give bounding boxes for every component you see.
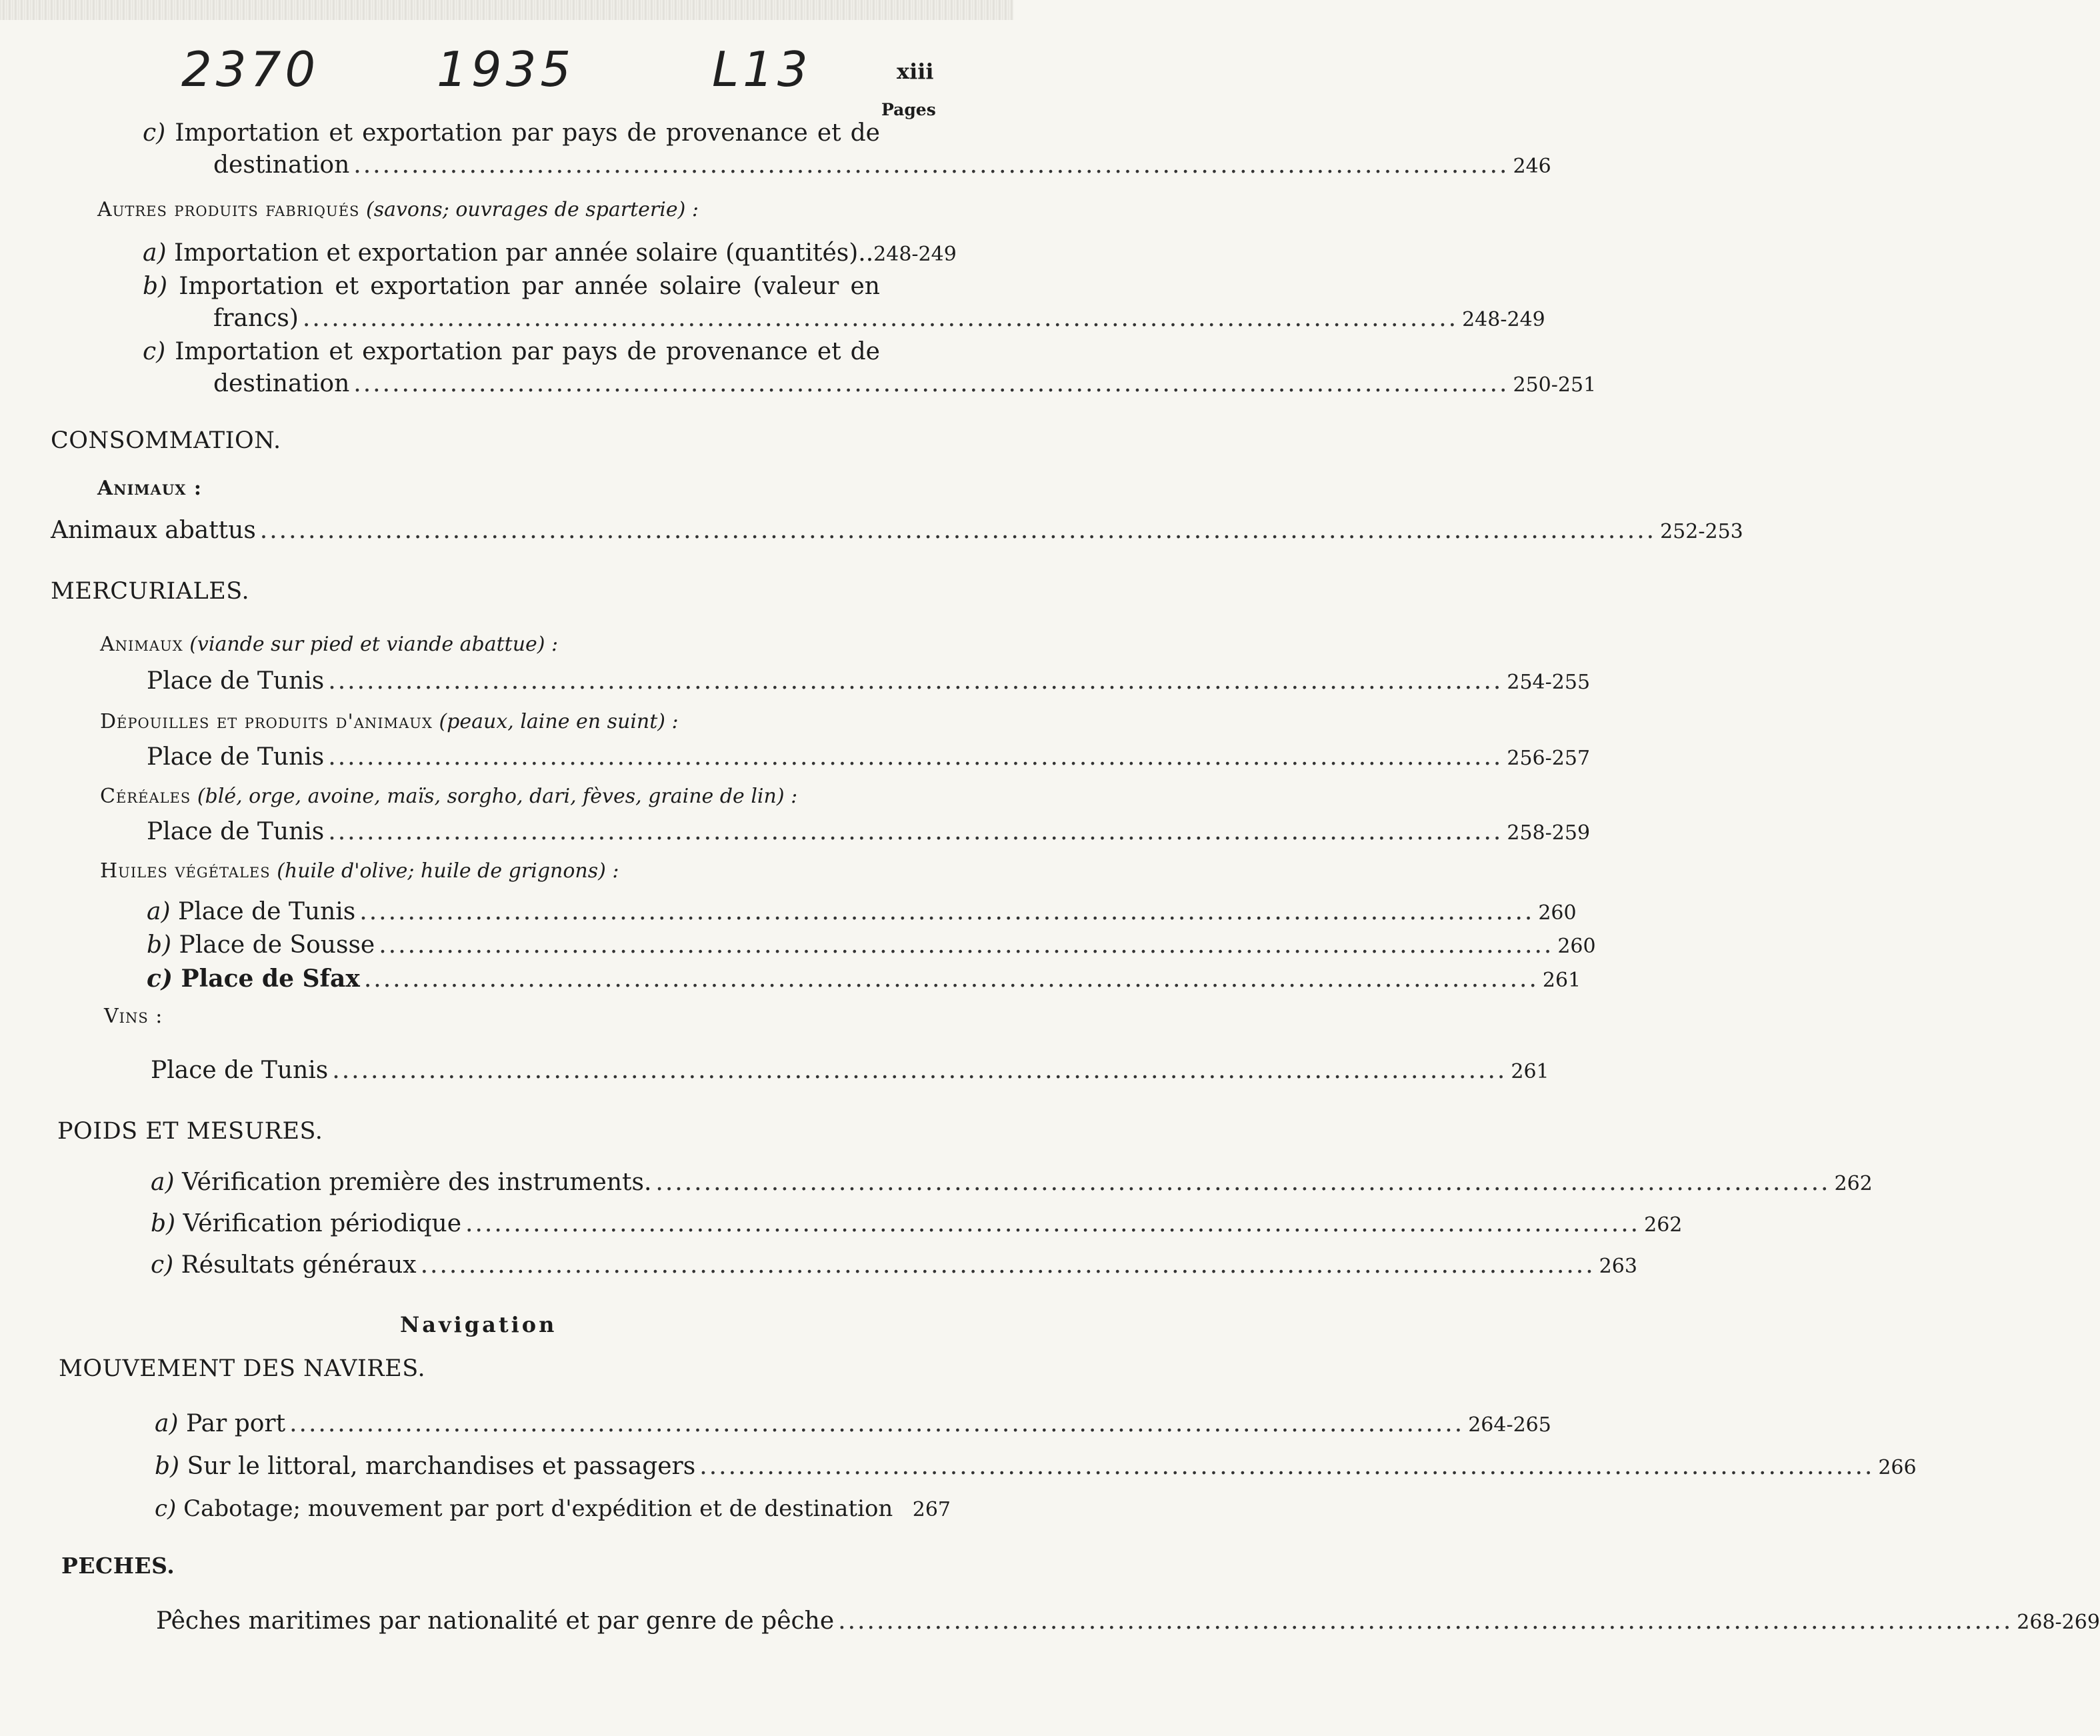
section-title: Huiles végétales <box>100 859 271 883</box>
toc-entry-poids-b <box>151 1210 1683 1237</box>
page-number: 262 <box>1834 1172 1873 1195</box>
toc-entry-navires-a <box>155 1410 1551 1437</box>
handwritten-code: L13 <box>712 41 812 97</box>
dot-leader: .......................................................................................................................... <box>328 818 1503 845</box>
entry-text: destination <box>213 151 350 179</box>
entry-text: Place de Tunis <box>147 818 325 845</box>
heading-poids-mesures: POIDS ET MESURES. <box>57 1118 323 1145</box>
dot-leader: .......................................................................................................................... <box>379 931 1554 959</box>
dot-leader: .......................................................................................................................... <box>363 965 1539 993</box>
entry-text: Par port <box>185 1410 286 1437</box>
entry-letter: c) <box>155 1495 177 1522</box>
entry-text: Place de Tunis <box>177 898 356 925</box>
entry-letter: b) <box>143 273 168 300</box>
toc-entry-poids-c <box>151 1251 1637 1279</box>
section-title: Autres produits fabriqués <box>97 198 360 221</box>
entry-text: francs) <box>213 305 299 332</box>
entry-text: Importation et exportation par année solaire (quantités).. <box>173 239 874 267</box>
page-number: 248-249 <box>1462 308 1545 331</box>
dot-leader: .......................................................................................................................... <box>332 1057 1507 1084</box>
page-number: 266 <box>1878 1456 1917 1479</box>
section-note: (blé, orge, avoine, maïs, sorgho, dari, fèves, graine de lin) : <box>197 785 798 808</box>
toc-entry-huiles-a <box>147 898 1577 925</box>
subheading-animaux: Animaux : <box>97 477 202 500</box>
entry-text: Résultats généraux <box>181 1251 417 1279</box>
dot-leader: ................................................................................................................................................. <box>259 517 1657 544</box>
toc-entry-huiles-b <box>147 931 1596 959</box>
dot-leader: ........................................................................................................................ <box>353 370 1509 397</box>
heading-mercuriales: MERCURIALES. <box>51 578 250 605</box>
handwritten-year: 1935 <box>437 41 575 97</box>
entry-letter: a) <box>155 1410 179 1437</box>
entry-letter: a) <box>151 1169 175 1196</box>
entry-text: Sur le littoral, marchandises et passagers <box>187 1453 696 1480</box>
section-mercuriales-animaux <box>100 635 558 655</box>
entry-letter: a) <box>143 239 167 267</box>
toc-entry-navires-b <box>155 1453 1917 1480</box>
entry-text: Place de Sousse <box>179 931 375 959</box>
pages-column-label: Pages <box>881 100 936 119</box>
entry-text: Importation et exportation par année solaire (valeur en <box>179 273 880 300</box>
toc-entry-autres-a <box>143 239 957 267</box>
entry-text: Place de Tunis <box>147 667 325 695</box>
toc-entry-autres-c-line2 <box>213 370 1597 397</box>
entry-text: Vérification périodique <box>183 1210 462 1237</box>
dot-leader: .......................................................................................................................... <box>289 1410 1465 1437</box>
entry-letter: c) <box>151 1251 174 1279</box>
entry-letter: b) <box>151 1210 176 1237</box>
entry-letter: b) <box>155 1453 180 1480</box>
section-huiles <box>100 861 619 881</box>
toc-entry-huiles-c <box>147 965 1581 993</box>
page-number: 264-265 <box>1468 1413 1551 1437</box>
page-number: 267 <box>912 1498 951 1521</box>
toc-entry-depouilles-tunis <box>147 743 1591 771</box>
section-cereales <box>100 787 797 807</box>
entry-letter: c) <box>147 965 173 993</box>
dot-leader: ........................................................................................................................ <box>302 305 1459 332</box>
section-vins: Vins : <box>104 1005 163 1028</box>
section-note: (viande sur pied et viande abattue) : <box>189 633 559 656</box>
entry-text: Vérification première des instruments. <box>181 1169 652 1196</box>
entry-text: Importation et exportation par pays de provenance et de <box>175 119 880 147</box>
section-depouilles <box>100 712 679 732</box>
toc-entry-c-line2 <box>213 151 1551 179</box>
page-number: 250-251 <box>1513 373 1597 397</box>
toc-entry-poids-a <box>151 1169 1873 1196</box>
toc-entry-peches <box>156 1607 2100 1635</box>
page-number: 260 <box>1538 901 1577 925</box>
entry-text: Place de Sfax <box>181 965 360 993</box>
entry-text: Place de Tunis <box>147 743 325 771</box>
entry-text: destination <box>213 370 350 397</box>
toc-entry-autres-c-line1 <box>143 340 880 364</box>
page-number: 252-253 <box>1660 520 1743 543</box>
entry-text: Place de Tunis <box>151 1057 329 1084</box>
page-number: 246 <box>1513 155 1551 178</box>
page-number: 261 <box>1511 1060 1549 1083</box>
page-number: 261 <box>1542 969 1581 992</box>
page-number: 258-259 <box>1507 821 1591 845</box>
toc-entry-autres-b-line1 <box>143 275 880 299</box>
toc-entry-animaux-abattus <box>51 517 1743 544</box>
page-number: 268-269 <box>2017 1611 2100 1634</box>
entry-letter: a) <box>147 898 171 925</box>
toc-entry-vins-tunis <box>151 1057 1549 1084</box>
dot-leader: .......................................................................................................................... <box>359 898 1535 925</box>
section-title: Animaux <box>100 633 183 656</box>
entry-text: Cabotage; mouvement par port d'expédition et de destination <box>183 1495 893 1522</box>
section-title: Dépouilles et produits d'animaux <box>100 710 433 733</box>
handwritten-number-1: 2370 <box>181 41 320 97</box>
page-number: 260 <box>1557 935 1596 958</box>
toc-entry-animaux-tunis <box>147 667 1591 695</box>
dot-leader: .......................................................................................................................... <box>655 1169 1831 1196</box>
toc-entry-autres-b-line2 <box>213 305 1545 332</box>
dot-leader: .......................................................................................................................... <box>465 1210 1641 1237</box>
dot-leader: .......................................................................................................................... <box>328 667 1503 695</box>
section-note: (savons; ouvrages de sparterie) : <box>365 198 699 221</box>
section-title: Céréales <box>100 785 191 808</box>
page-number: 248-249 <box>873 243 957 266</box>
dot-leader: .......................................................................................................................... <box>699 1453 1875 1480</box>
dot-leader: ........................................................................................................................ <box>353 151 1509 179</box>
entry-text: Pêches maritimes par nationalité et par genre de pêche <box>156 1607 835 1635</box>
page-number: 254-255 <box>1507 671 1591 694</box>
page-number: 262 <box>1644 1213 1683 1237</box>
section-autres-produits <box>97 200 699 220</box>
entry-letter: c) <box>143 338 166 365</box>
heading-peches: PECHES. <box>61 1553 175 1579</box>
page-number: 256-257 <box>1507 747 1591 770</box>
section-title-navigation: Navigation <box>400 1312 557 1337</box>
page-folio: xiii <box>897 59 934 84</box>
dot-leader: .......................................................................................................................... <box>328 743 1503 771</box>
dot-leader: .......................................................................................................................... <box>838 1607 2013 1635</box>
entry-letter: c) <box>143 119 166 147</box>
toc-entry-c-line1 <box>143 121 880 145</box>
toc-entry-navires-c <box>155 1497 951 1520</box>
section-note: (huile d'olive; huile de grignons) : <box>277 859 619 883</box>
entry-text: Importation et exportation par pays de provenance et de <box>175 338 880 365</box>
entry-letter: b) <box>147 931 172 959</box>
section-note: (peaux, laine en suint) : <box>439 710 679 733</box>
heading-consommation: CONSOMMATION. <box>51 427 281 454</box>
entry-text: Animaux abattus <box>51 517 256 544</box>
heading-mouvement-navires: MOUVEMENT DES NAVIRES. <box>59 1355 426 1382</box>
toc-entry-cereales-tunis <box>147 818 1591 845</box>
dot-leader: .......................................................................................................................... <box>420 1251 1595 1279</box>
page-number: 263 <box>1599 1255 1637 1278</box>
